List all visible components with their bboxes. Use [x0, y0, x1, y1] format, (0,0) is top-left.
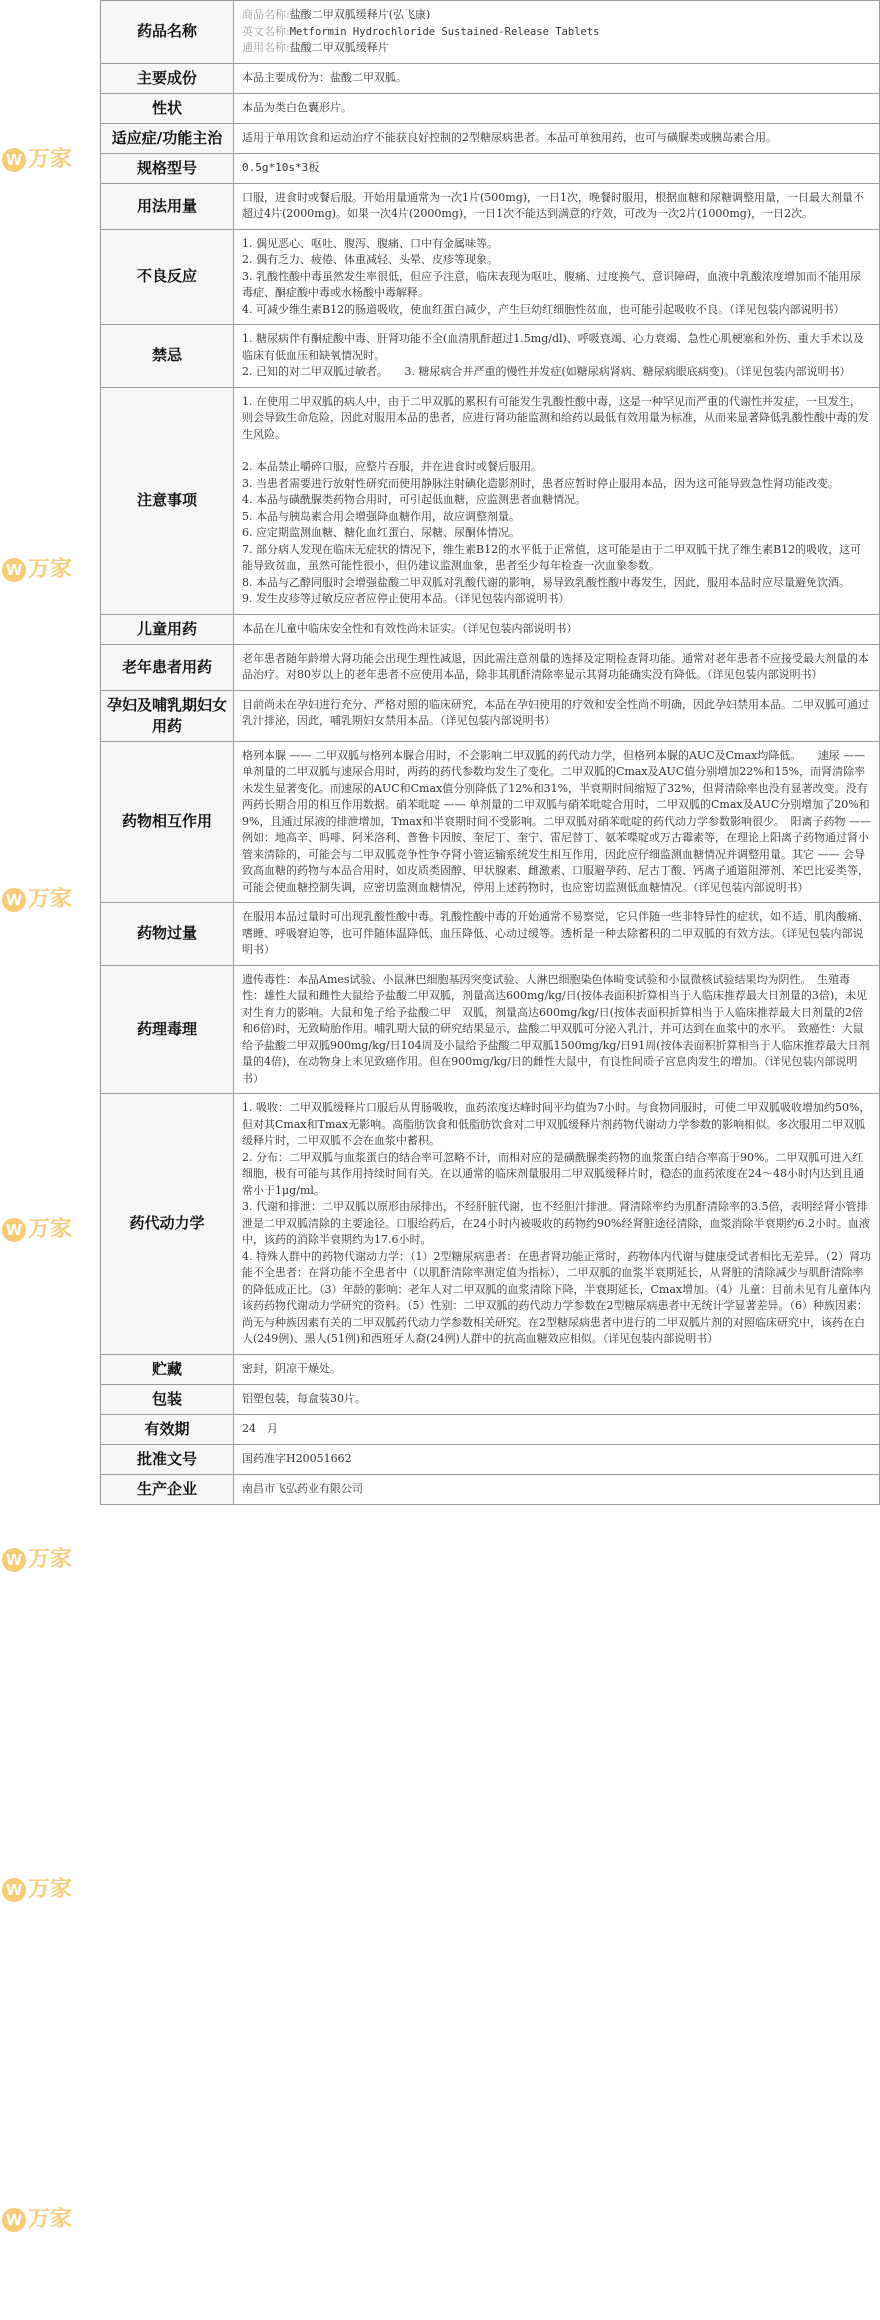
row-dosage: [101, 183, 880, 229]
pk-line: 1. 吸收：二甲双胍缓释片口服后从胃肠吸收，血药浓度达峰时间平均值为7小时。与食物同服时，可使二甲双胍吸收增加约50%，但对其Cmax和Tmax无影响。高脂肪饮食和低脂肪饮食对二甲双胍缓释片剂药物代谢动力学参数的影响相似。多次服用二甲双胍缓释片时，二甲双胍不会在血浆中蓄积。: [242, 1101, 871, 1147]
contraindication-line: 2. 已知的对二甲双胍过敏者。 3. 糖尿病合并严重的慢性并发症(如糖尿病肾病、糖尿病眼底病变)。（详见包装内部说明书）: [242, 365, 851, 378]
label-contraindications: 禁忌: [101, 325, 234, 388]
value-adverse-reactions: [234, 229, 880, 325]
adverse-line: 3. 乳酸性酸中毒虽然发生率很低，但应予注意，临床表现为呕吐、腹痛、过度换气、意识障碍，血液中乳酸浓度增加而不能用尿毒症、酮症酸中毒或水杨酸中毒解释。: [242, 269, 861, 299]
row-indications: [101, 123, 880, 153]
value-approval: 国药准字H20051662: [234, 1444, 880, 1474]
label-elderly: 老年患者用药: [101, 644, 234, 690]
contraindication-line: 1. 糖尿病伴有酮症酸中毒、肝肾功能不全(血清肌酐超过1.5mg/dl)、呼吸衰竭、心力衰竭、急性心肌梗塞和外伤、重大手术以及临床有低血压和缺氧情况时。: [242, 332, 864, 362]
watermark-logo: W 万家: [2, 1872, 72, 1903]
label-toxicology: 药理毒理: [101, 965, 234, 1094]
value-elderly: 老年患者随年龄增大肾功能会出现生理性减退，因此需注意剂量的选择及定期检查肾功能。通常对老年患者不应接受最大剂量的本品治疗。对80岁以上的老年患者不应使用本品，除非其肌酐清除率显示其肾功能确实没有降低。（详见包装内部说明书）: [234, 644, 880, 690]
value-overdose: 在服用本品过量时可出现乳酸性酸中毒。乳酸性酸中毒的开始通常不易察觉，它只伴随一些非特异性的症状，如不适、肌肉酸痛、嗜睡、呼吸窘迫等，也可伴随体温降低、血压降低、心动过缓等。透析是一种去除蓄积的二甲双胍的有效方法。（详见包装内部说明书）: [234, 903, 880, 966]
value-package: 铝塑包装，每盒装30片。: [234, 1384, 880, 1414]
precaution-line: 9. 发生皮疹等过敏反应者应停止使用本品。（详见包装内部说明书）: [242, 592, 570, 605]
label-storage: 贮藏: [101, 1354, 234, 1384]
row-pregnancy: [101, 690, 880, 741]
value-storage: 密封，阴凉干燥处。: [234, 1354, 880, 1384]
pk-line: 2. 分布：二甲双胍与血浆蛋白的结合率可忽略不计，而相对应的是磺酰脲类药物的血浆蛋白结合率高于90%。二甲双胍可进入红细胞，极有可能与其作用持续时间有关。在以通常的临床剂量服用二甲双胍缓释片时，稳态的血药浓度在24～48小时内达到且通常小于1μg/ml。: [242, 1150, 864, 1197]
row-elderly: [101, 644, 880, 690]
label-overdose: 药物过量: [101, 903, 234, 966]
row-toxicology: [101, 965, 880, 1094]
trade-name-value: 盐酸二甲双胍缓释片(弘飞康): [289, 8, 431, 21]
label-children: 儿童用药: [101, 614, 234, 644]
precaution-line: 3. 当患者需要进行放射性研究而使用静脉注射碘化造影剂时，患者应暂时停止服用本品，因为这可能导致急性肾功能改变。: [242, 476, 839, 490]
watermark-logo: W 万家: [2, 142, 72, 173]
row-adverse-reactions: [101, 229, 880, 325]
pk-line: 4. 特殊人群中的药物代谢动力学：（1）2型糖尿病患者：在患者肾功能正常时，药物体内代谢与健康受试者相比无差异。（2）肾功能不全患者：在肾功能不全患者中（以肌酐清除率测定值为指标），二甲双胍的血浆半衰期延长，从肾脏的清除减少与肌酐清除率的降低成正比。（3）年龄的影响：老年人对二甲双胍的血浆清除下降，半衰期延长，Cmax增加。（4）儿童：目前未见有儿童体内该药药物代谢动力学研究的资料。（5）性别：二甲双胍的药代动力学参数在2型糖尿病患者中无统计学显著差异。（6）种族因素：尚无与种族因素有关的二甲双胍药代动力学参数相关研究。在2型糖尿病患者中进行的二甲双胍片剂的对照临床研究中，该药在白人(249例)、黑人(51例)和西班牙人裔(24例)人群中的抗高血糖效应相似。（详见包装内部说明书）: [242, 1249, 871, 1345]
watermark-logo: W 万家: [2, 2202, 72, 2233]
row-validity: [101, 1414, 880, 1444]
spec-table: [100, 0, 880, 1505]
row-contraindications: [101, 325, 880, 388]
precaution-line: 1. 在使用二甲双胍的病人中，由于二甲双胍的累积有可能发生乳酸性酸中毒，这是一种罕见而严重的代谢性并发症，一旦发生，则会导致生命危险，因此对服用本品的患者，应进行肾功能监测和给药以最低有效用量为标准，从而来显著降低乳酸性酸中毒的发生风险。: [242, 394, 869, 441]
label-pregnancy: 孕妇及哺乳期妇女用药: [101, 690, 234, 741]
value-indications: 适用于单用饮食和运动治疗不能获良好控制的2型糖尿病患者。本品可单独用药，也可与磺脲类或胰岛素合用。: [234, 123, 880, 153]
row-precautions: [101, 387, 880, 614]
row-storage: [101, 1354, 880, 1384]
drug-spec-sheet: [100, 0, 880, 2320]
row-ingredients: [101, 63, 880, 93]
value-contraindications: [234, 325, 880, 388]
precaution-line: 8. 本品与乙醇同服时会增强盐酸二甲双胍对乳酸代谢的影响，易导致乳酸性酸中毒发生，因此，服用本品时应尽量避免饮酒。: [242, 575, 850, 589]
label-adverse-reactions: 不良反应: [101, 229, 234, 325]
watermark-logo: W 万家: [2, 882, 72, 913]
value-pregnancy: 目前尚未在孕妇进行充分、严格对照的临床研究，本品在孕妇使用的疗效和安全性尚不明确，因此孕妇禁用本品。二甲双胍可通过乳汁排泌，因此，哺乳期妇女禁用本品。（详见包装内部说明书）: [234, 690, 880, 741]
adverse-line: 1. 偶见恶心、呕吐、腹泻、腹痛、口中有金属味等。: [242, 236, 498, 250]
label-pharmacokinetics: 药代动力学: [101, 1094, 234, 1355]
row-pharmacokinetics: [101, 1094, 880, 1355]
precaution-line: 4. 本品与磺酰脲类药物合用时，可引起低血糖，应监测患者血糖情况。: [242, 493, 586, 506]
watermark-logo: W 万家: [2, 1542, 72, 1573]
value-manufacturer: 南昌市飞弘药业有限公司: [234, 1474, 880, 1504]
label-spec: 规格型号: [101, 153, 234, 183]
label-manufacturer: 生产企业: [101, 1474, 234, 1504]
precaution-line: 2. 本品禁止嚼碎口服，应整片吞服，并在进食时或餐后服用。: [242, 460, 542, 473]
row-appearance: [101, 93, 880, 123]
watermark-logo: W 万家: [2, 1212, 72, 1243]
precaution-line: 5. 本品与胰岛素合用会增强降血糖作用，故应调整剂量。: [242, 509, 520, 523]
precaution-line: 6. 应定期监测血糖、糖化血红蛋白、尿糖、尿酮体情况。: [242, 526, 520, 539]
row-approval: [101, 1444, 880, 1474]
label-precautions: 注意事项: [101, 387, 234, 614]
value-children: 本品在儿童中临床安全性和有效性尚未证实。（详见包装内部说明书）: [234, 614, 880, 644]
english-name-value: Metformin Hydrochloride Sustained-Release Tablets: [289, 25, 600, 38]
generic-name-key: 通用名称:: [242, 41, 290, 54]
value-dosage: 口服，进食时或餐后服。开始用量通常为一次1片(500mg)，一日1次，晚餐时服用，根据血糖和尿糖调整用量，一日最大剂量不超过4片(2000mg)。如果一次4片(2000mg)，一日1次不能达到满意的疗效，可改为一次2片(1000mg)，一日2次。: [234, 183, 880, 229]
value-drug-name: [234, 1, 880, 64]
label-drug-name: 药品名称: [101, 1, 234, 64]
value-spec: 0.5g*10s*3板: [234, 153, 880, 183]
adverse-line: 2. 偶有乏力、疲倦、体重减轻、头晕、皮疹等现象。: [242, 253, 498, 266]
value-ingredients: 本品主要成份为：盐酸二甲双胍。: [234, 63, 880, 93]
value-toxicology: 遗传毒性：本品Ames试验、小鼠淋巴细胞基因突变试验、人淋巴细胞染色体畸变试验和小鼠微核试验结果均为阴性。 生殖毒性：雄性大鼠和雌性大鼠给予盐酸二甲双胍，剂量高达600mg/kg/日(按体表面积折算相当于人临床推荐最大日剂量的3倍)，未见对生育力的影响。大鼠和兔子给予盐酸二甲 双胍，剂量高达600mg/kg/日(按体表面积折算相当于人临床推荐最大日剂量的2倍和6倍)时，无致畸胎作用。哺乳期大鼠的研究结果显示，盐酸二甲双胍可分泌入乳汁，并可达到在血浆中的水平。 致癌性：大鼠给予盐酸二甲双胍900mg/kg/日104周及小鼠给予盐酸二甲双胍1500mg/kg/日91周(按体表面积折算相当于人临床推荐最大日剂量的4倍)，在动物身上未见致癌作用。但在900mg/kg/日的雌性大鼠中，有良性间质子宫息肉发生的增加。（详见包装内部说明书）: [234, 965, 880, 1094]
row-children: [101, 614, 880, 644]
row-overdose: [101, 903, 880, 966]
label-interactions: 药物相互作用: [101, 741, 234, 903]
label-approval: 批准文号: [101, 1444, 234, 1474]
english-name-key: 英文名称:: [242, 24, 290, 38]
value-precautions: [234, 387, 880, 614]
value-validity: 24 月: [234, 1414, 880, 1444]
generic-name-value: 盐酸二甲双胍缓释片: [289, 41, 389, 54]
row-drug-name: [101, 1, 880, 64]
row-spec: [101, 153, 880, 183]
precaution-spacer: [242, 443, 871, 459]
label-validity: 有效期: [101, 1414, 234, 1444]
adverse-line: 4. 可减少维生素B12的肠道吸收，使血红蛋白减少，产生巨幼红细胞性贫血，也可能引起吸收不良。（详见包装内部说明书）: [242, 302, 845, 316]
pk-line: 3. 代谢和排泄：二甲双胍以原形由尿排出，不经肝脏代谢，也不经胆汁排泄。肾清除率约为肌酐清除率的3.5倍，表明经肾小管排泄是二甲双胍清除的主要途径。口服给药后，在24小时内被吸收的药物约90%经肾脏途径清除，血浆消除半衰期约6.2小时。血液中，该药的消除半衰期约为17.6小时。: [242, 1200, 870, 1246]
value-pharmacokinetics: [234, 1094, 880, 1355]
label-indications: 适应症/功能主治: [101, 123, 234, 153]
label-ingredients: 主要成份: [101, 63, 234, 93]
label-appearance: 性状: [101, 93, 234, 123]
row-package: [101, 1384, 880, 1414]
value-appearance: 本品为类白色囊形片。: [234, 93, 880, 123]
label-package: 包装: [101, 1384, 234, 1414]
trade-name-key: 商品名称:: [242, 8, 290, 21]
value-interactions: 格列本脲 —— 二甲双胍与格列本脲合用时，不会影响二甲双胍的药代动力学，但格列本脲的AUC及Cmax均降低。 速尿 —— 单剂量的二甲双胍与速尿合用时，两药的药代参数均发生了变化。二甲双胍的Cmax及AUC值分别增加22%和15%，而肾清除率未发生显著变化。而速尿的AUC和Cmax值分别降低了12%和31%，半衰期时间缩短了32%，但肾清除率也没有显著改变。没有两药长期合用的相互作用数据。硝苯吡啶 —— 单剂量的二甲双胍与硝苯吡啶合用时，二甲双胍的Cmax及AUC分别增加了20%和9%，且通过尿液的排泄增加，Tmax和半衰期时间不受影响。二甲双胍对硝苯吡啶的药代动力学参数影响很少。 阳离子药物 —— 例如：地高辛、吗啡、阿米洛利、普鲁卡因胺、奎尼丁、奎宁、雷尼替丁、氨苯喋啶或万古霉素等，在理论上阳离子药物通过肾小管来清除的，可能会与二甲双胍竞争性争夺肾小管运输系统发生相互作用，因此应仔细监测血糖情况并调整用量。其它 —— 会导致高血糖的药物与本品合用时，如皮质类固醇、甲状腺素、雌激素、口服避孕药、尼古丁酸、钙离子通道阻滞剂、苯巴比妥类等，可能会使血糖控制失调，应密切监测血糖情况，停用上述药物时，也应密切监测低血糖情况。（详见包装内部说明书）: [234, 741, 880, 903]
watermark-logo: W 万家: [2, 552, 72, 583]
label-dosage: 用法用量: [101, 183, 234, 229]
row-interactions: [101, 741, 880, 903]
row-manufacturer: [101, 1474, 880, 1504]
precaution-line: 7. 部分病人发现在临床无症状的情况下，维生素B12的水平低于正常值，这可能是由于二甲双胍干扰了维生素B12的吸收，这可能导致贫血，虽然可能性很小，但仍建议监测血象，患者至少每年检查一次血象参数。: [242, 542, 862, 572]
